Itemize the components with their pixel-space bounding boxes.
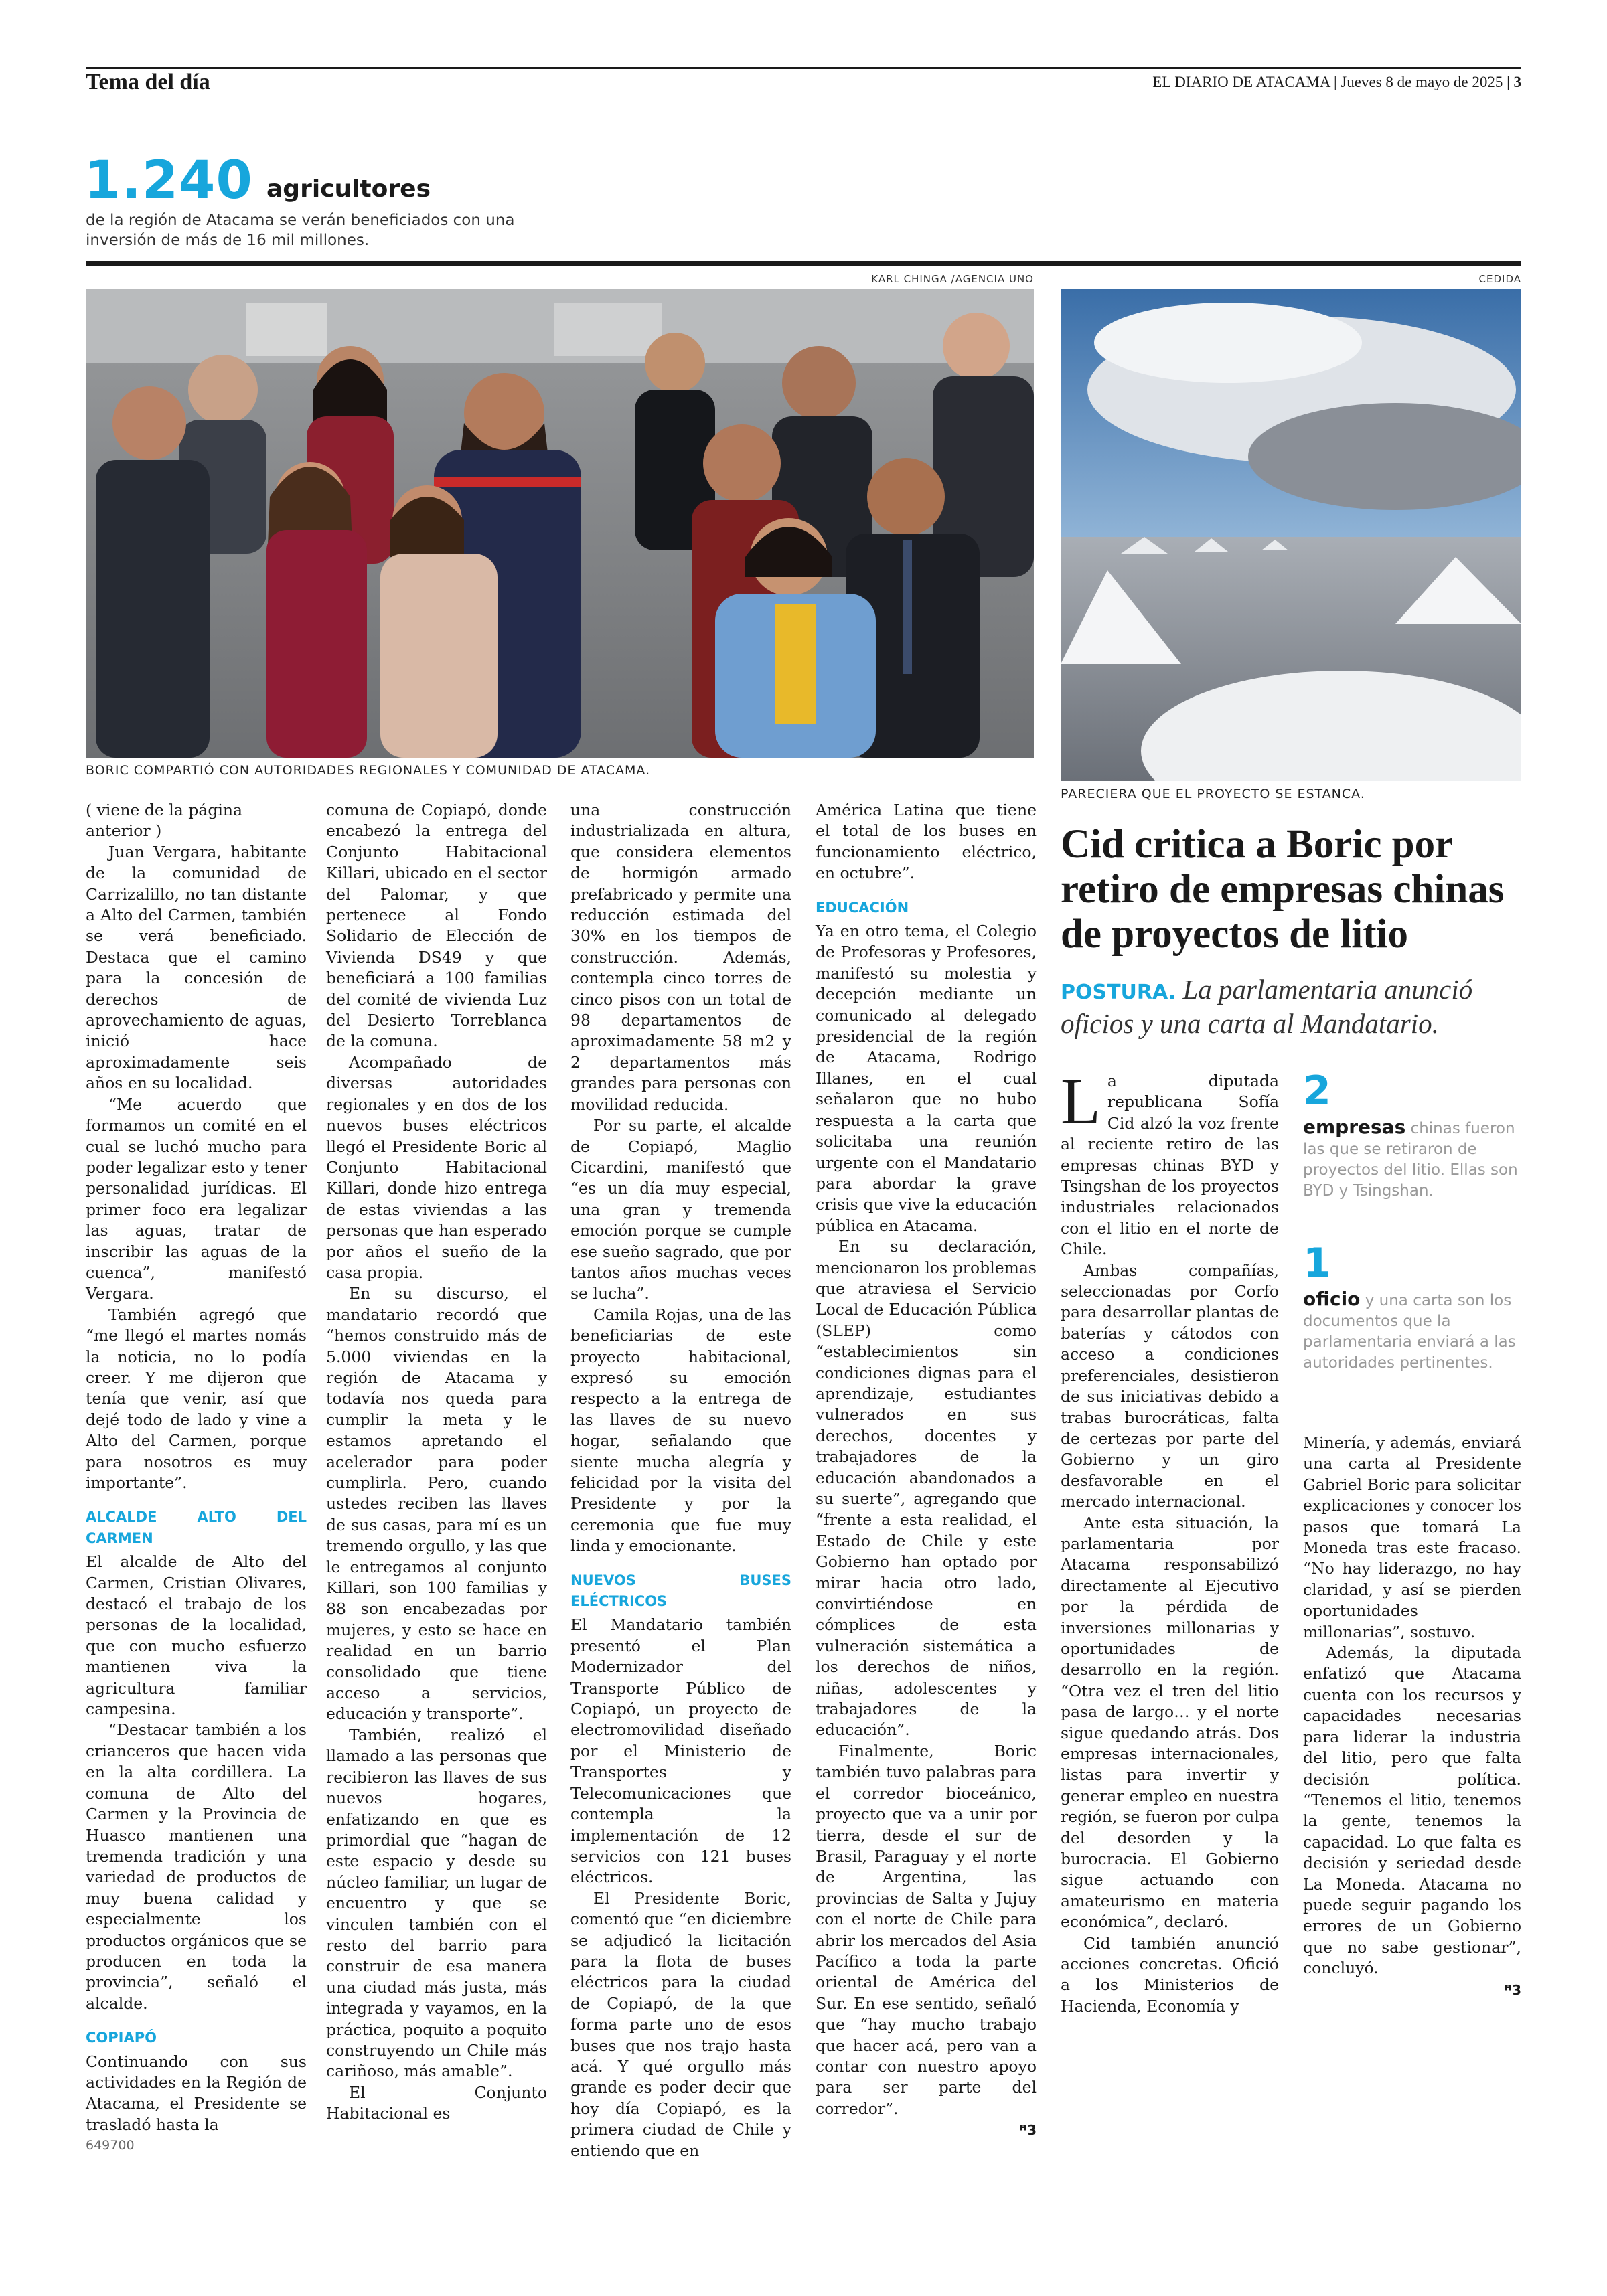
paragraph: Ya en otro tema, el Colegio de Profesoras y Profesores, manifestó su molestia y decepción mediante un comunicado al delegado presidencial de la región de Atacama, Rodrigo Illanes, en el cual señalaron que no hubo respuesta a la carta que solicitaba una reunión urgente con el Mandatario para abordar la grave crisis que vive la educación pública en Atacama. bbox=[816, 922, 1037, 1235]
side-photo-caption: PARECIERA QUE EL PROYECTO SE ESTANCA. bbox=[1061, 787, 1365, 801]
paragraph: Continuando con sus actividades en la Región de Atacama, el Presidente se trasladó hasta la bbox=[86, 2052, 307, 2134]
paragraph: Camila Rojas, una de las beneficiarias de este proyecto habitacional, expresó su emoción respecto a la entrega de las llaves de su nuevo hogar, señalando que siente mucha alegría y felicidad por la visita del Presidente y por la ceremonia que fue muy linda y emocionante. bbox=[570, 1305, 791, 1556]
paragraph: Por su parte, el alcalde de Copiapó, Maglio Cicardini, manifestó que “es un día muy especial, una gran y tremenda emoción porque se cumple ese sueño sagrado, que por tantos años muchas veces se lucha”. bbox=[570, 1116, 791, 1303]
subheading: ALCALDE ALTO DEL CARMEN bbox=[86, 1509, 307, 1546]
article-column-1 bbox=[86, 800, 307, 2157]
main-photo-credit: KARL CHINGA /AGENCIA UNO bbox=[871, 273, 1034, 285]
paragraph: Acompañado de diversas autoridades regionales y en dos de los nuevos buses eléctricos llegó el Presidente Boric al Conjunto Habitacional Killari, donde hizo entrega de estas viviendas a las personas que han esperado por años el sueño de la casa propia. bbox=[326, 1052, 547, 1282]
paragraph: “Me acuerdo que formamos un comité en el cual se luchó mucho para poder legalizar esto y tener personalidad jurídicas. El primer foco era legalizar las aguas, tratar de inscribir las aguas de la cuenca”, manifestó Vergara. bbox=[86, 1094, 307, 1303]
paragraph: comuna de Copiapó, donde encabezó la entrega del Conjunto Habitacional Killari, ubicado en el sector del Palomar, y que pertenece al Fondo Solidario de Elección de Vivienda DS49 y que beneficiará a 100 familias del comité de vivienda Luz del Desierto Torreblanca de la comuna. bbox=[326, 801, 547, 1051]
section-divider bbox=[86, 261, 1521, 266]
section-title: Tema del día bbox=[86, 70, 210, 94]
masthead-text: EL DIARIO DE ATACAMA | Jueves 8 de mayo de 2025 | bbox=[1152, 74, 1510, 90]
factoid-number: 2 bbox=[1303, 1068, 1331, 1115]
paragraph: También agregó que “me llegó el martes nomás la noticia, no lo podía creer. Y me dijeron que tenía que venir, así que dejé todo de lado y vine a Alto del Carmen, porque para nosotros es muy importante”. bbox=[86, 1305, 307, 1492]
stat-text: de la región de Atacama se verán beneficiados con una inversión de más de 16 mil millones. bbox=[86, 212, 515, 249]
deck-text: La parlamentaria anunció oficios y una carta al Mandatario. bbox=[1061, 974, 1473, 1039]
paragraph: “Destacar también a los crianceros que hacen vida en la alta cordillera. La comuna de Alto del Carmen y la Provincia de Huasco mantienen una tremenda tradición y una variedad de productos de muy buena calidad y especialmente los productos orgánicos que se producen en toda la provincia”, señaló el alcalde. bbox=[86, 1720, 307, 2013]
end-mark: ꟸ3 bbox=[1503, 1981, 1521, 1998]
page-number: 3 bbox=[1513, 74, 1521, 90]
paragraph: En su declaración, mencionaron los problemas que atraviesa el Servicio Local de Educación Pública (SLEP) como “establecimientos sin condiciones dignas para el aprendizaje, estudiantes vulnerados en sus derechos, docentes y trabajadores de la educación abandonados a su suerte”, agregando que “frente a esta realidad, el Estado de Chile y este Gobierno han optado por mirar hacia otro lado, convirtiéndose en cómplices de esta vulneración sistemática a los derechos de niños, niñas, adolescentes y trabajadores de la educación”. bbox=[816, 1237, 1037, 1740]
paragraph: El alcalde de Alto del Carmen, Cristian Olivares, destacó el trabajo de los personas de la localidad, que con mucho esfuerzo mantienen viva la agricultura familiar campesina. bbox=[86, 1552, 307, 1719]
paragraph: En su discurso, el mandatario recordó que “hemos construido más de 5.000 viviendas en la región de Atacama y todavía nos queda para cumplir la meta y le estamos apretando el acelerador para poder cumplirla. Pero, cuando ustedes reciben las llaves de sus casas, para mí es un tremendo orgullo, y las que le entregamos al conjunto Killari, son 100 familias y 88 son encabezadas por mujeres, y esto se hace en realidad en un barrio consolidado que tiene acceso a servicios, educación y transporte”. bbox=[326, 1284, 547, 1724]
factoid-text bbox=[1303, 1117, 1521, 1202]
article-column-4 bbox=[816, 800, 1037, 2141]
header-rule bbox=[86, 67, 1521, 69]
main-photo-caption: BORIC COMPARTIÓ CON AUTORIDADES REGIONALES Y COMUNIDAD DE ATACAMA. bbox=[86, 763, 651, 778]
factoid-keyword: empresas bbox=[1303, 1116, 1406, 1138]
page-code: 649700 bbox=[86, 2138, 135, 2153]
side-photo bbox=[1061, 289, 1521, 781]
paragraph: El Mandatario también presentó el Plan Modernizador del Transporte Público de Copiapó, un proyecto de electromovilidad diseñado por el Ministerio de Transportes y Telecomunicaciones que contempla la implementación de 12 servicios con 121 buses eléctricos. bbox=[570, 1615, 791, 1887]
side-headline: Cid critica a Boric por retiro de empresas chinas de proyectos de litio bbox=[1061, 822, 1505, 957]
side-article-column-2 bbox=[1303, 1432, 1521, 2001]
paragraph: Minería, y además, enviará una carta al Presidente Gabriel Boric para solicitar explicaciones y conocer los pasos que tomará La Moneda tras este fracaso. “No hay liderazgo, no hay claridad, y así se pierden oportunidades millonarias”, sostuvo. bbox=[1303, 1433, 1521, 1641]
side-article-column-1 bbox=[1061, 1066, 1279, 2017]
paragraph: Ambas compañías, seleccionadas por Corfo para desarrollar plantas de baterías y cátodos con acceso a condiciones preferenciales, desistieron de sus iniciativas debido a trabas burocráticas, falta de certezas por parte del Gobierno y un giro desfavorable en el mercado internacional. bbox=[1061, 1260, 1279, 1511]
group-photo-illustration bbox=[86, 289, 1034, 758]
factoid-text bbox=[1303, 1289, 1521, 1374]
stat-number: 1.240 bbox=[84, 151, 253, 211]
end-mark-row bbox=[1303, 1979, 1521, 2001]
subheading: NUEVOS BUSES ELÉCTRICOS bbox=[570, 1572, 791, 1610]
end-mark: ꟸ3 bbox=[1018, 2122, 1037, 2139]
side-deck bbox=[1061, 974, 1523, 1040]
deck-tag: POSTURA. bbox=[1061, 981, 1176, 1004]
lead-text: a diputada republicana Sofía Cid alzó la voz frente al reciente retiro de las empresas chinas BYD y Tsingshan de los proyectos industriales relacionados con el litio en el norte de Chile. bbox=[1061, 1072, 1279, 1259]
paragraph: Cid también anunció acciones concretas. Ofició a los Ministerios de Hacienda, Economía y bbox=[1061, 1933, 1279, 2016]
paragraph: El Conjunto Habitacional es bbox=[326, 2082, 547, 2123]
salt-flat-illustration bbox=[1061, 289, 1521, 781]
lead-paragraph bbox=[1061, 1066, 1279, 1260]
paragraph: América Latina que tiene el total de los buses en funcionamiento eléctrico, en octubre”. bbox=[816, 801, 1037, 883]
drop-cap: L bbox=[1061, 1066, 1101, 1138]
factoid-number: 1 bbox=[1303, 1240, 1331, 1287]
article-column-3 bbox=[570, 800, 791, 2161]
subheading: COPIAPÓ bbox=[86, 2030, 157, 2046]
paragraph: Ante esta situación, la parlamentaria por Atacama responsabilizó directamente al Ejecutivo por la pérdida de inversiones millonarias y oportunidades de desarrollo en la región. “Otra vez el tren del litio pasa de largo… y el norte sigue quedando atrás. Dos empresas internacionales, listas para invertir y generar empleo en nuestra región, se fueron por culpa del desorden y la burocracia. El Gobierno sigue actuando con amateurismo en materia económica”, declaró. bbox=[1061, 1513, 1279, 1932]
end-mark-row bbox=[816, 2119, 1037, 2141]
continued-note: ( viene de la página anterior ) bbox=[86, 801, 243, 841]
factoid-body: y una carta son los documentos que la parlamentaria enviará a las autoridades pertinentes. bbox=[1303, 1292, 1516, 1372]
paragraph: Además, la diputada enfatizó que Atacama cuenta con los recursos y capacidades necesarias para liderar la industria del litio, pero que falta decisión política. “Tenemos el litio, tenemos la gente, tenemos la capacidad. Lo que falta es decisión y seriedad desde La Moneda. Atacama no puede seguir pagando los errores de un Gobierno que no sabe gestionar”, concluyó. bbox=[1303, 1643, 1521, 1978]
main-photo bbox=[86, 289, 1034, 758]
paragraph: El Presidente Boric, comentó que “en diciembre se adjudicó la licitación para la flota de buses eléctricos para la ciudad de Copiapó, de la que forma parte uno de esos buses que nos trajo hasta acá. Y qué orgullo más grande es poder decir que hoy día Copiapó, es la primera ciudad de Chile y entiendo que en bbox=[570, 1888, 791, 2160]
masthead bbox=[1152, 74, 1521, 91]
side-photo-credit: CEDIDA bbox=[1478, 273, 1521, 285]
article-column-2 bbox=[326, 800, 547, 2125]
stat-word: agricultores bbox=[266, 175, 431, 203]
paragraph: Juan Vergara, habitante de la comunidad de Carrizalillo, no tan distante a Alto del Carmen, también se verá beneficiado. Destaca que el camino para la concesión de derechos de aprovechamiento de aguas, inició hace aproximadamente seis años en su localidad. bbox=[86, 842, 307, 1093]
subheading: EDUCACIÓN bbox=[816, 899, 909, 916]
factoid-body: chinas fueron las que se retiraron de proyectos del litio. Ellas son BYD y Tsingshan. bbox=[1303, 1120, 1518, 1200]
paragraph: Finalmente, Boric también tuvo palabras para el corredor bioceánico, proyecto que va a unir por tierra, desde el sur de Brasil, Paraguay y el norte de Argentina, las provincias de Salta y Jujuy con el norte de Chile para abrir los mercados del Asia Pacífico a toda la parte oriental de América del Sur. En ese sentido, señaló que “hay mucho trabajo que hacer acá, pero van a contar con nuestro apoyo para ser parte del corredor”. bbox=[816, 1741, 1037, 2118]
factoid-keyword: oficio bbox=[1303, 1288, 1361, 1310]
paragraph: También, realizó el llamado a las personas que recibieron las llaves de sus nuevos hogares, enfatizando en que es primordial que “hagan de este espacio y desde su núcleo familiar, un lugar de encuentro y que se vinculen también con el resto del barrio para construir de esa manera una ciudad más justa, más integrada y vayamos, en la práctica, poquito a poquito construyendo un Chile más cariñoso, más amable”. bbox=[326, 1725, 547, 2081]
paragraph: una construcción industrializada en altura, que considera elementos de hormigón armado prefabricado y permite una reducción estimada del 30% en los tiempos de construcción. Además, contempla cinco torres de cinco pisos con un total de 98 departamentos de aproximadamente 58 m2 y 2 departamentos más grandes para personas con movilidad reducida. bbox=[570, 801, 791, 1114]
